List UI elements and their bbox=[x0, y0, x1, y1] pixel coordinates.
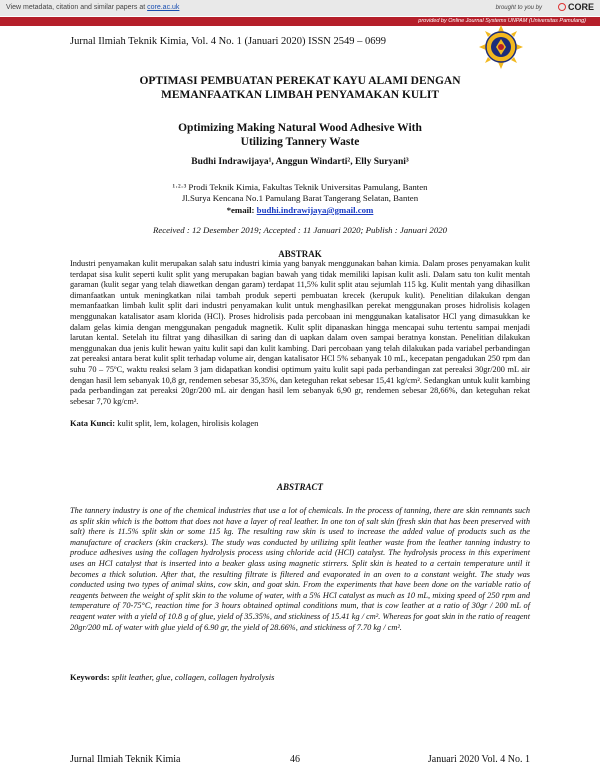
university-logo-icon bbox=[478, 24, 524, 70]
core-banner bbox=[0, 0, 600, 16]
abstrak-body: Industri penyamakan kulit merupakan salah satu industri kimia yang banyak menggunakan bahan kimia. Dalam proses penyamakan kulit terdapat sisa kulit seperti kulit split yang merupakan bagian bawah yang tidak memiliki lapisan kulit asli. Dalam satu ton kulit mentah garaman (kulit segar yang telah diawetkan dengan garam) terdapat 11,5% kulit split atau sejumlah 115 kg. Kulit mentah yang dihasilkan dimanfaatkan untuk meningkatkan nilai tambah produk seperti pembuatan krecek (kerupuk kulit). Penelitian dilakukan dengan memanfaatkan limbah kulit split dari industri penyamakan kulit untuk menghasilkan perekat menggunakan proses hidrolisis kolagen menggunakan katalisator asam klorida (HCl). Proses hidrolisis pada percobaan ini menggunakan katalisator HCl yang dimasukkan ke dalam gelas kimia dengan menggunakan pengaduk magnetik. Kulit split dipanaskan hingga mencapai suhu tertentu sampai menjadi larutan kental. Setelah itu filtrat yang dihasilkan di saring dan di uapkan dalam oven sampai beratnya konstan. Penelitian dilakukan menggunakan dua jenis kulit hewan yaitu kulit sapi dan kulit kambing. Dari percobaan yang telah dilakukan pada variabel perbandingan zat pereaksi antara berat kulit split terhadap volume air, dengan katalisator HCl 5% sebanyak 10 mL, kecepatan pengadukan 250 rpm dan suhu 70 – 75ºC, waktu reaksi selam 3 jam didapatkan kondisi optimum yaitu kulit sapi pada perbandingan zat pereaksi 30gr/200 mL air dengan hasil lem sebanyak 10,8 gr, rendemen sebesar 35,35%, dan keteguhan rekat sebesar 15,41 kg/cm². Sedangkan untuk kulit kambing pada perbandingan zat pereaksi 20gr/200 mL air dengan hasil lem sebanyak 6,90 gr, rendemen sebesar 28,66%, dan keteguhan rekat sebesar 7,70 kg/cm². bbox=[70, 259, 530, 406]
title-english-line2: Utilizing Tannery Waste bbox=[240, 136, 360, 148]
kata-kunci-label: Kata Kunci: bbox=[70, 418, 116, 428]
keywords-value: split leather, glue, collagen, collagen hydrolysis bbox=[109, 672, 275, 682]
keywords-label: Keywords: bbox=[70, 672, 110, 682]
footer-page-number: 46 bbox=[290, 754, 300, 765]
core-link[interactable]: core.ac.uk bbox=[147, 4, 180, 11]
abstract-heading: ABSTRACT bbox=[276, 482, 323, 492]
affiliation-line2: Jl.Surya Kencana No.1 Pamulang Barat Tangerang Selatan, Banten bbox=[181, 193, 419, 203]
title-english-line1: Optimizing Making Natural Wood Adhesive With bbox=[178, 122, 422, 134]
author-list: Budhi Indrawijaya¹, Anggun Windarti², Elly Suryani³ bbox=[191, 157, 409, 167]
affiliation-line1: ¹·²·³ Prodi Teknik Kimia, Fakultas Teknik Universitas Pamulang, Banten bbox=[172, 182, 428, 192]
metadata-notice bbox=[6, 4, 179, 11]
title-indonesian-line1: OPTIMASI PEMBUATAN PEREKAT KAYU ALAMI DENGAN bbox=[139, 75, 461, 87]
title-indonesian-line2: MEMANFAATKAN LIMBAH PENYAMAKAN KULIT bbox=[160, 89, 440, 101]
journal-header: Jurnal Ilmiah Teknik Kimia, Vol. 4 No. 1 (Januari 2020) ISSN 2549 – 0699 bbox=[70, 36, 386, 47]
kata-kunci bbox=[70, 418, 530, 428]
email-link[interactable]: budhi.indrawijaya@gmail.com bbox=[256, 205, 374, 215]
abstrak-heading: ABSTRAK bbox=[278, 249, 322, 259]
email-label: *email: bbox=[226, 205, 257, 215]
publication-dates: Received : 12 Desember 2019; Accepted : 11 Januari 2020; Publish : Januari 2020 bbox=[152, 225, 448, 235]
footer-issue: Januari 2020 Vol. 4 No. 1 bbox=[427, 754, 530, 765]
metadata-text: View metadata, citation and similar papers at bbox=[6, 4, 148, 11]
footer-journal: Jurnal Ilmiah Teknik Kimia bbox=[70, 754, 181, 765]
keywords bbox=[70, 672, 530, 682]
kata-kunci-value: kulit split, lem, kolagen, hirolisis kolagen bbox=[115, 418, 259, 428]
brought-by-text: brought to you by bbox=[495, 5, 542, 11]
email-line bbox=[70, 205, 530, 215]
core-logo[interactable] bbox=[558, 2, 594, 12]
provided-by-text: provided by Online Journal Systems UNPAM (Universitas Pamulang) bbox=[418, 18, 586, 24]
abstract-body: The tannery industry is one of the chemical industries that use a lot of chemicals. In the process of tanning, there are skin remnants such as split skin which is the bottom that does not have a layer of real leather. In one ton of salt skin (fresh skin that has been preserved with salt) there is 11.5% split skin or some 115 kg. The resulting raw skin is used to increase the added value of products such as the manufacture of crackers (skin crackers). The study was conducted by utilizing split leather waste from the leather tanning industry to produce adhesives using the collagen hydrolysis process using chloride acid (HCl) catalyst. The hydrolysis process in this experiment uses an HCl catalyst that is inserted into a beaker glass using magnetic stirrers. Split skin is heated to a certain temperature until it becomes a thick solution. After that, the resulting filtrate is filtered and evaporated in an oven to a constant weight. The study was conducted using two types of animal skins, cow skin, and goat skin. From the experiments that have been done on the variable ratio of reagents between the weight of split skin to the volume of water, with a 5% HCl catalyst as much as 10 mL, mixing speed of 250 rpm and temperature of 70-75°C, reaction time for 3 hours obtained optimal conditions mum, that is cow leather at a ratio of 30gr / 200 mL of reagent water with a yield of 10.8 g of glue, yield of 35.35%, and stickiness of 15.41 kg / cm². Whereas for goat skin in the ratio of reagent 20gr/200 mL of water with glue yield of 6.90 gr, the yield of 28.66%, and stickiness of 7.70 kg / cm². bbox=[70, 506, 530, 632]
core-logo-icon bbox=[558, 3, 566, 11]
core-label: CORE bbox=[567, 2, 594, 12]
